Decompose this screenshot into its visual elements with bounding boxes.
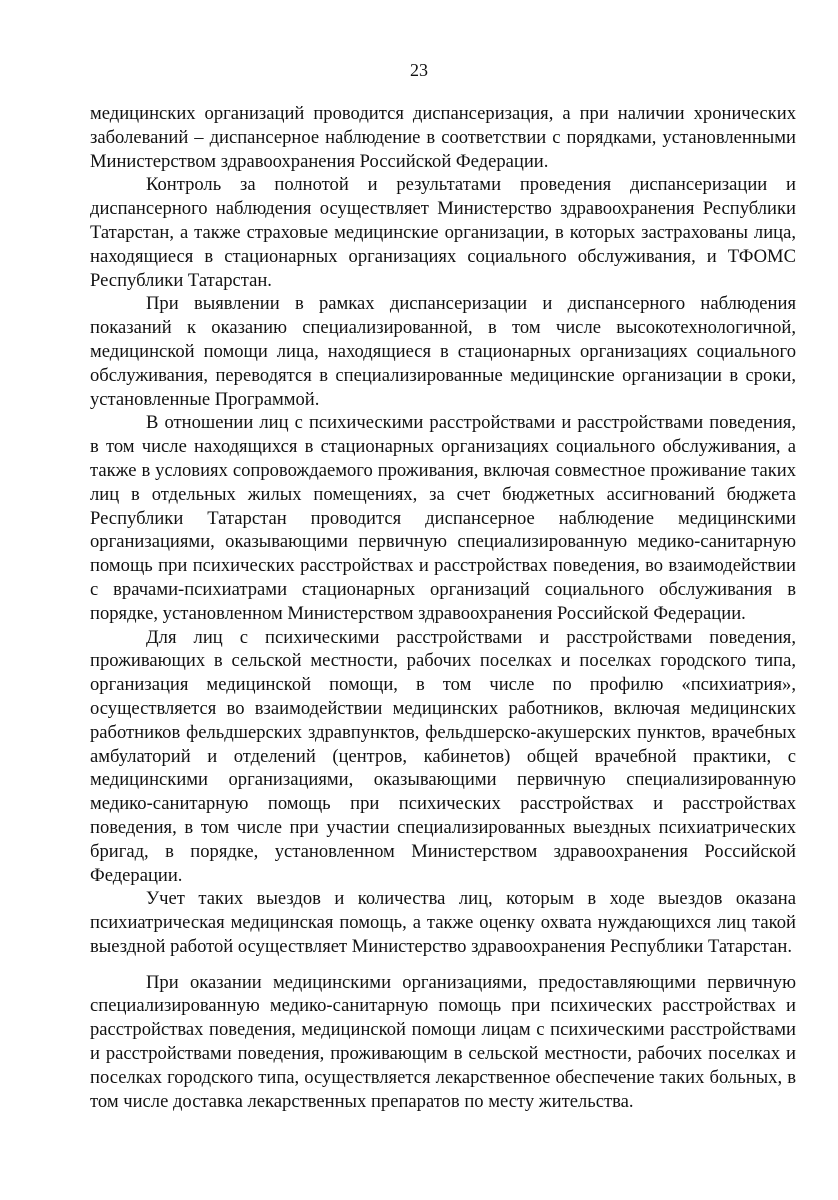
- paragraph-monitoring-control: Контроль за полнотой и результатами проведения диспансеризации и диспансерного наблюдения осуществляет Министерство здравоохранения Республики Татарстан, а также страховые медицинские организации, в которых застрахованы лица, находящиеся в стационарных организациях социального обслуживания, и ТФОМС Республики Татарстан.: [90, 174, 796, 291]
- paragraph-mental-disorders-observation: В отношении лиц с психическими расстройствами и расстройствами поведения, в том числе находящихся в стационарных организациях социального обслуживания, а также в условиях сопровождаемого проживания, включая совместное проживание таких лиц в отдельных жилых помещениях, за счет бюджетных ассигнований бюджета Республики Татарстан проводится диспансерное наблюдение медицинскими организациями, оказывающими первичную специализированную медико-санитарную помощь при психических расстройствах и расстройствах поведения, во взаимодействии с врачами-психиатрами стационарных организаций социального обслуживания в порядке, установленном Министерством здравоохранения Российской Федерации.: [90, 412, 796, 624]
- document-body: [90, 102, 796, 1113]
- paragraph-medication-delivery: При оказании медицинскими организациями, предоставляющими первичную специализированную медико-санитарную помощь при психических расстройствах и расстройствах поведения, медицинской помощи лицам с психическими расстройствами и расстройствами поведения, проживающим в сельской местности, рабочих поселках и поселках городского типа, осуществляется лекарственное обеспечение таких больных, в том числе доставка лекарственных препаратов по месту жительства.: [90, 971, 796, 1112]
- paragraph-continuation: медицинских организаций проводится диспансеризация, а при наличии хронических заболеваний – диспансерное наблюдение в соответствии с порядками, установленными Министерством здравоохранения Российской Федерации.: [90, 103, 796, 172]
- paragraph-specialized-care-transfer: При выявлении в рамках диспансеризации и диспансерного наблюдения показаний к оказанию специализированной, в том числе высокотехнологичной, медицинской помощи лица, находящиеся в стационарных организациях социального обслуживания, переводятся в специализированные медицинские организации в сроки, установленные Программой.: [90, 293, 796, 410]
- page-number: 23: [410, 60, 428, 80]
- paragraph-visits-accounting: Учет таких выездов и количества лиц, которым в ходе выездов оказана психиатрическая медицинская помощь, а также оценку охвата нуждающихся лиц такой выездной работой осуществляет Министерство здравоохранения Республики Татарстан.: [90, 888, 796, 957]
- paragraph-rural-psychiatric-care: Для лиц с психическими расстройствами и расстройствами поведения, проживающих в сельской местности, рабочих поселках и поселках городского типа, организация медицинской помощи, в том числе по профилю «психиатрия», осуществляется во взаимодействии медицинских работников, включая медицинских работников фельдшерских здравпунктов, фельдшерско-акушерских пунктов, врачебных амбулаторий и отделений (центров, кабинетов) общей врачебной практики, с медицинскими организациями, оказывающими первичную специализированную медико-санитарную помощь при психических расстройствах и расстройствах поведения, в том числе при участии специализированных выездных психиатрических бригад, в порядке, установленном Министерством здравоохранения Российской Федерации.: [90, 626, 796, 886]
